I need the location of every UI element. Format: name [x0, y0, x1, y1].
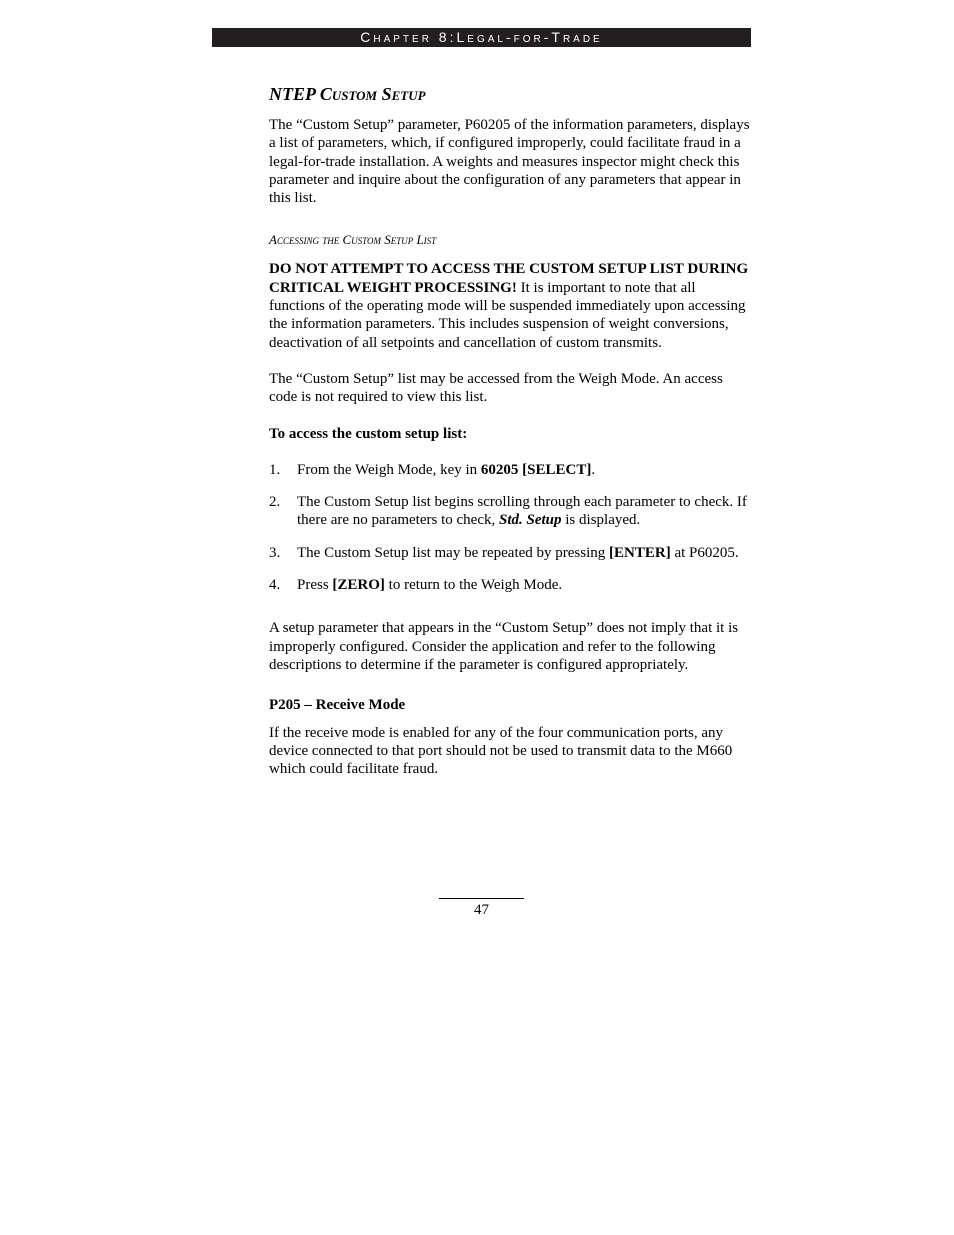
- step-text-post: .: [591, 461, 596, 478]
- step-text-pre: Press: [297, 577, 333, 594]
- list-item: [269, 544, 753, 562]
- step-text-post: at P60205.: [670, 544, 739, 561]
- step-number: 3.: [269, 544, 281, 561]
- steps-list: [269, 461, 753, 594]
- page-content: [269, 82, 753, 778]
- step-text-pre: The Custom Setup list begins scrolling through each parameter to check. If there are no parameters to check,: [297, 494, 747, 529]
- warning-bold: DO NOT ATTEMPT TO ACCESS THE CUSTOM SETUP LIST DURING CRITICAL WEIGHT PROCESSING!: [269, 261, 749, 296]
- step-number: 4.: [269, 577, 281, 594]
- howto-heading: To access the custom setup list:: [269, 425, 468, 442]
- footer-divider: [439, 898, 524, 899]
- step-text-bold: [ZERO]: [332, 577, 385, 594]
- page-number: 47: [474, 902, 489, 918]
- step-number: 2.: [269, 494, 281, 511]
- list-item: [269, 493, 753, 530]
- step-text-pre: From the Weigh Mode, key in: [297, 461, 481, 478]
- access-paragraph: The “Custom Setup” list may be accessed from the Weigh Mode. An access code is not required to view this list.: [269, 370, 723, 406]
- warning-text: It is important to note that all functions of the operating mode will be suspended immediately upon accessing the information parameters. This includes suspension of weight conversions, deactivation of all setpoints and cancellation of custom transmits.: [269, 279, 746, 351]
- step-text-bold: [ENTER]: [609, 544, 671, 561]
- step-text-post: is displayed.: [561, 512, 641, 529]
- step-text-post: to return to the Weigh Mode.: [384, 577, 563, 594]
- p205-paragraph: If the receive mode is enabled for any of the four communication ports, any device connected to that port should not be used to transmit data to the M660 which could facilitate fraud.: [269, 724, 733, 778]
- warning-paragraph: [269, 260, 753, 351]
- step-text-bold: Std. Setup: [498, 512, 562, 529]
- subsection-title: Accessing the Custom Setup List: [269, 232, 437, 248]
- list-item: [269, 461, 753, 479]
- chapter-title: Chapter 8:Legal-for-Trade: [360, 29, 603, 45]
- chapter-header: [212, 28, 751, 47]
- p205-heading: P205 – Receive Mode: [269, 697, 406, 714]
- note-paragraph: A setup parameter that appears in the “Custom Setup” does not imply that it is improperly configured. Consider the application and refer to the following descriptions to determine if the parameter is configured appropriately.: [269, 620, 739, 673]
- intro-paragraph: The “Custom Setup” parameter, P60205 of the information parameters, displays a list of parameters, which, if configured improperly, could facilitate fraud in a legal-for-trade installation. A weights and measures inspector might check this parameter and inquire about the configuration of any parameters that appear in this list.: [269, 117, 750, 207]
- step-text-bold: 60205 [SELECT]: [480, 461, 592, 478]
- step-number: 1.: [269, 461, 281, 478]
- step-text-pre: The Custom Setup list may be repeated by pressing: [297, 544, 610, 561]
- section-title: NTEP Custom Setup: [269, 84, 426, 104]
- list-item: [269, 576, 753, 594]
